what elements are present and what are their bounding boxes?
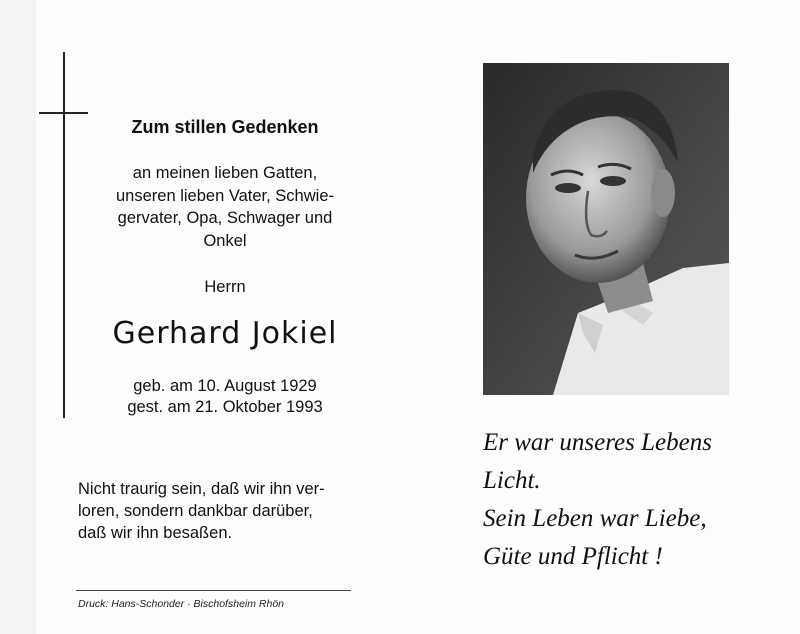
- verse-line: Güte und Pflicht !: [483, 543, 663, 570]
- scan-edge-shadow: [0, 0, 36, 634]
- consolation-quote: [78, 478, 368, 544]
- dedication-line: gervater, Opa, Schwager und: [117, 209, 333, 227]
- birth-date: geb. am 10. August 1929: [133, 377, 317, 395]
- life-dates: [90, 376, 360, 418]
- honorific: Herrn: [204, 278, 246, 296]
- dedication-line: unseren lieben Vater, Schwie-: [116, 186, 334, 205]
- deceased-name: Gerhard Jokiel: [112, 316, 338, 351]
- quote-line: loren, sondern dankbar darüber,: [78, 502, 313, 520]
- verse-line: Licht.: [483, 467, 541, 494]
- printer-credit: Druck: Hans-Schonder · Bischofsheim Rhön: [78, 598, 285, 610]
- footer-divider: [76, 590, 351, 591]
- cross-icon-horizontal: [39, 112, 88, 114]
- portrait-illustration: [483, 63, 729, 395]
- portrait-photo: [483, 63, 729, 395]
- quote-line: Nicht traurig sein, daß wir ihn ver-: [78, 480, 325, 498]
- dedication-text: [90, 162, 360, 252]
- card-heading: Zum stillen Gedenken: [131, 117, 319, 137]
- memorial-verse: [483, 424, 783, 576]
- quote-line: daß wir ihn besaßen.: [78, 524, 233, 542]
- cross-icon-vertical: [63, 52, 65, 418]
- verse-line: Sein Leben war Liebe,: [483, 505, 707, 532]
- death-date: gest. am 21. Oktober 1993: [127, 398, 323, 416]
- verse-line: Er war unseres Lebens: [483, 429, 712, 456]
- dedication-line: an meinen lieben Gatten,: [132, 164, 318, 182]
- dedication-line: Onkel: [203, 231, 247, 250]
